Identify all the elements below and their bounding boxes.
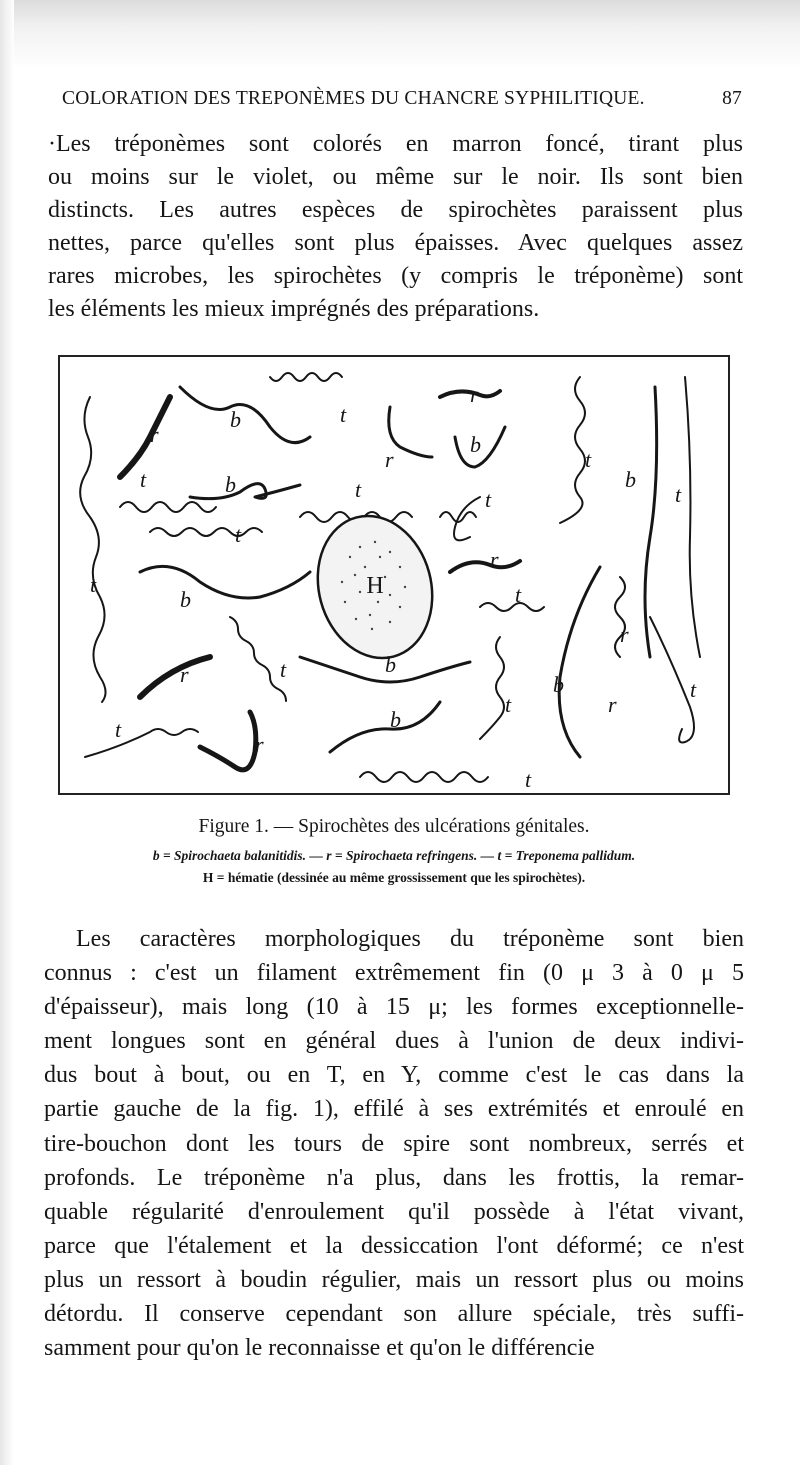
treponema-top-center: [270, 373, 342, 381]
label-t-12: t: [690, 677, 697, 702]
label-r-7: r: [608, 692, 617, 717]
balanitidis-left-middle: [140, 566, 310, 598]
treponema-wavy-middle: [150, 528, 262, 536]
figure-caption-hematie: H = hématie (dessinée au même grossissement que les spirochètes).: [202, 870, 586, 885]
paragraph1-line: distincts. Les autres espèces de spirochètes paraissent plus: [48, 197, 743, 223]
paragraph2-line: détordu. Il conserve cependant son allure spéciale, très suffi-: [44, 1301, 744, 1328]
paragraph2-line: d'épaisseur), mais long (10 à 15 μ; les formes exceptionnelle-: [44, 994, 744, 1021]
paragraph2-line: dus bout à bout, ou en T, en Y, comme c'est le cas dans la: [44, 1062, 744, 1089]
balanitidis-lower-right: [559, 567, 600, 757]
label-r-2: r: [385, 447, 394, 472]
figure-1-illustration: [58, 355, 730, 795]
treponema-bottom-left: [85, 729, 198, 757]
refringens-top-left: [120, 397, 170, 477]
paragraph2-line: parce que l'étalement et la dessiccation l'ont déformé; ce n'est: [44, 1232, 744, 1259]
balanitidis-loop: [190, 484, 300, 499]
paragraph2-line: connus : c'est un filament extrêmement fin (0 μ 3 à 0 μ 5: [44, 960, 744, 987]
label-r-8: r: [255, 732, 264, 757]
balanitidis-top-center: [180, 387, 310, 443]
spirochetes-drawing: [60, 357, 728, 793]
label-t-4: t: [485, 487, 492, 512]
paragraph2-line: samment pour qu'on le reconnaisse et qu'on le différencie: [44, 1335, 595, 1362]
paragraph2-line: ment longues sont en général dues à l'union de deux indivi-: [44, 1028, 744, 1055]
paragraph2-line: plus un ressort à boudin régulier, mais un ressort plus ou moins: [44, 1266, 744, 1293]
paragraph2-line: tire-bouchon dont les tours de spire sont nombreux, serrés et: [44, 1130, 744, 1157]
treponema-loop-right: [650, 617, 694, 742]
label-t-2: t: [140, 467, 147, 492]
paragraph1-line: nettes, parce qu'elles sont plus épaisses. Avec quelques assez: [48, 230, 743, 256]
label-b-8: b: [553, 672, 564, 697]
paragraph2-line: Les caractères morphologiques du tréponème sont bien: [76, 926, 744, 952]
refringens-bottom-left: [200, 712, 256, 770]
treponema-top-left: [120, 502, 216, 512]
label-t-6: t: [675, 482, 682, 507]
treponema-right-edge: [685, 377, 700, 657]
paragraph1-line: ou moins sur le violet, ou même sur le noir. Ils sont bien: [48, 164, 743, 190]
label-b-5: b: [180, 587, 191, 612]
paragraph-morphology: [44, 922, 744, 1365]
paragraph-staining: [48, 128, 743, 326]
label-t-11: t: [505, 692, 512, 717]
treponema-bottom-wavy: [360, 772, 488, 782]
label-t-10: t: [280, 657, 287, 682]
paragraph2-line: partie gauche de la fig. 1), effilé à ses extrémités et enroulé en: [44, 1096, 744, 1123]
label-t-1: t: [340, 402, 347, 427]
label-b-1: b: [230, 407, 241, 432]
scan-edge-left: [0, 0, 14, 1465]
label-t-8: t: [90, 572, 97, 597]
page-number: 87: [722, 88, 742, 109]
label-t-9: t: [515, 582, 522, 607]
label-t-7: t: [235, 522, 242, 547]
figure-caption-legend: b = Spirochaeta balanitidis. — r = Spirochaeta refringens. — t = Treponema pallidum.: [152, 848, 636, 863]
label-r-1: r: [150, 422, 159, 447]
label-b-4: b: [625, 467, 636, 492]
treponema-right-mid: [480, 603, 544, 611]
balanitidis-hook: [389, 407, 432, 457]
label-b-6: b: [385, 652, 396, 677]
label-r-4: r: [490, 547, 499, 572]
figure-caption-title: Figure 1. — Spirochètes des ulcérations génitales.: [198, 816, 590, 837]
treponema-curl: [454, 497, 480, 540]
label-b-3: b: [470, 432, 481, 457]
refringens-middle: [450, 561, 520, 572]
label-r-6: r: [620, 622, 629, 647]
hematie-label: H: [366, 573, 384, 599]
paragraph2-line: quable régularité d'enroulement qu'il possède à l'état vivant,: [44, 1198, 744, 1225]
treponema-diagonal: [230, 617, 286, 701]
paragraph1-line: rares microbes, les spirochètes (y compris le tréponème) sont: [48, 263, 743, 289]
treponema-right-spiral: [560, 377, 585, 523]
label-t-13: t: [115, 717, 122, 742]
scan-edge-top: [0, 0, 800, 70]
label-r-5: r: [180, 662, 189, 687]
label-t-14: t: [525, 767, 532, 792]
label-t-5: t: [585, 447, 592, 472]
refringens-lower-left: [140, 657, 210, 697]
balanitidis-lower-diagonal: [330, 702, 440, 752]
label-t-3: t: [355, 477, 362, 502]
label-r-3: r: [470, 382, 479, 407]
treponema-lower-right: [480, 637, 504, 739]
paragraph1-line: les éléments les mieux imprégnés des préparations.: [48, 296, 540, 322]
label-b-7: b: [390, 707, 401, 732]
treponema-left-vertical: [80, 397, 105, 702]
paragraph1-line: ·Les tréponèmes sont colorés en marron foncé, tirant plus: [48, 131, 743, 157]
running-title: COLORATION DES TREPONÈMES DU CHANCRE SYPHILITIQUE.: [62, 88, 645, 109]
paragraph2-line: profonds. Le tréponème n'a plus, dans les frottis, la remar-: [44, 1164, 744, 1191]
label-b-2: b: [225, 472, 236, 497]
